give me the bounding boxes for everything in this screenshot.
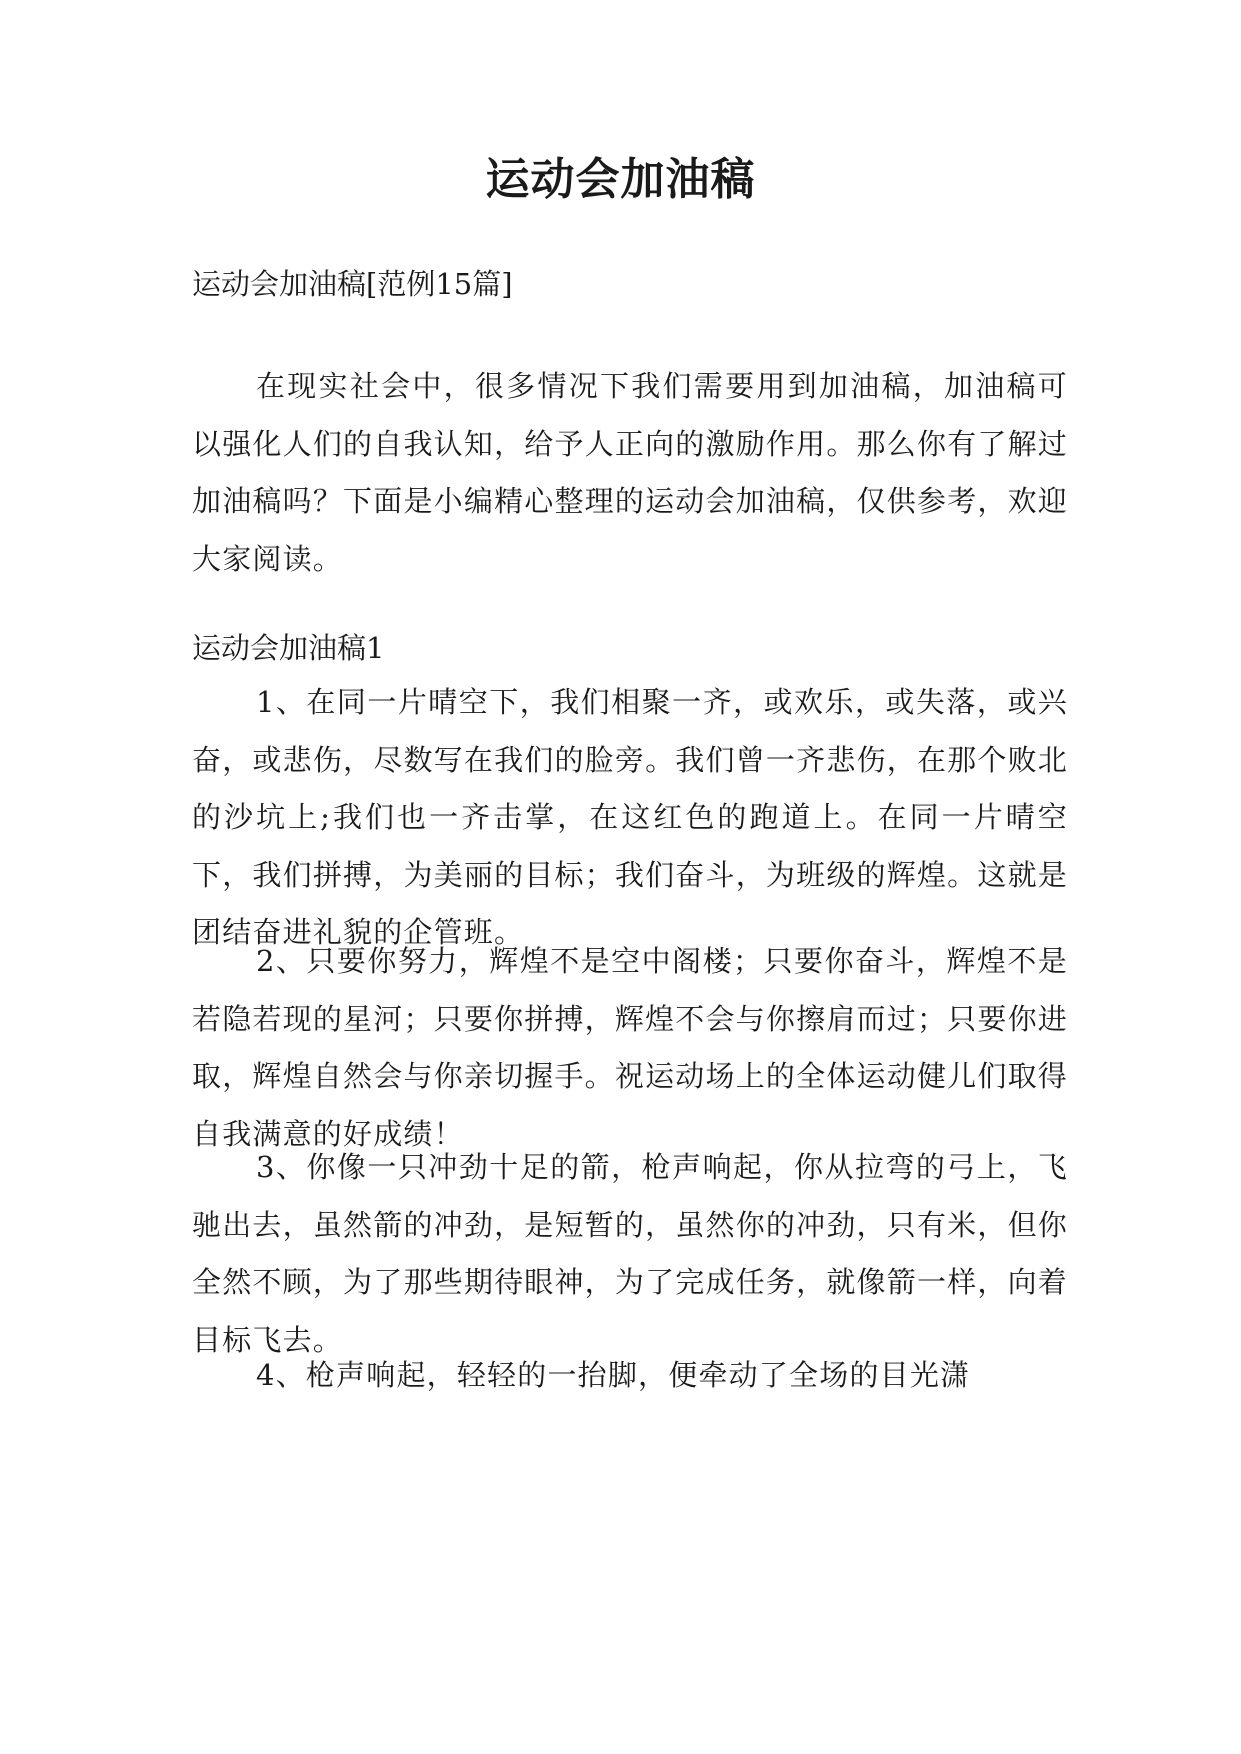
body-paragraph-2: 2、只要你努力，辉煌不是空中阁楼；只要你奋斗，辉煌不是若隐若现的星河；只要你拼搏，辉煌不会与你擦肩而过；只要你进取，辉煌自然会与你亲切握手。祝运动场上的全体运动健儿们取得自我满意的好成绩！ — [192, 944, 1068, 1151]
document-subtitle: 运动会加油稿[范例15篇] — [192, 267, 513, 301]
document-title: 运动会加油稿 — [485, 154, 756, 205]
body-paragraph-1: 1、在同一片晴空下，我们相聚一齐，或欢乐，或失落，或兴奋，或悲伤，尽数写在我们的脸旁。我们曾一齐悲伤，在那个败北的沙坑上;我们也一齐击掌，在这红色的跑道上。在同一片晴空下，我们拼搏，为美丽的目标；我们奋斗，为班级的辉煌。这就是团结奋进礼貌的企管班。 — [192, 685, 1068, 949]
body-paragraph-4: 4、枪声响起，轻轻的一抬脚，便牵动了全场的目光潇 — [256, 1358, 971, 1392]
section-heading: 运动会加油稿1 — [192, 631, 385, 665]
intro-paragraph: 在现实社会中，很多情况下我们需要用到加油稿，加油稿可以强化人们的自我认知，给予人正向的激励作用。那么你有了解过加油稿吗？下面是小编精心整理的运动会加油稿，仅供参考，欢迎大家阅读。 — [192, 369, 1068, 576]
body-paragraph-3: 3、你像一只冲劲十足的箭，枪声响起，你从拉弯的弓上，飞驰出去，虽然箭的冲劲，是短暂的，虽然你的冲劲，只有米，但你全然不顾，为了那些期待眼神，为了完成任务，就像箭一样，向着目标飞去。 — [192, 1150, 1068, 1357]
